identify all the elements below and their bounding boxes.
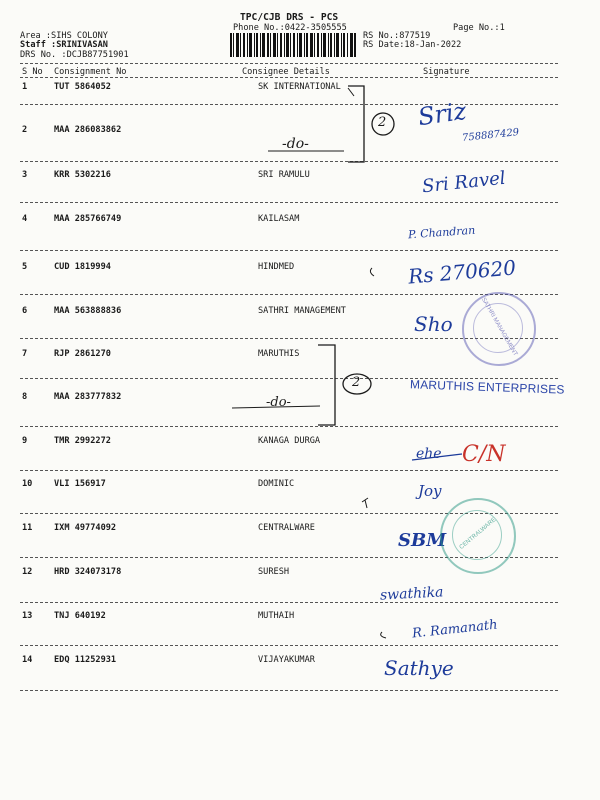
row-3-consignee: SRI RAMULU <box>258 170 310 180</box>
row-1-underline <box>348 88 354 96</box>
row-7-sno: 7 <box>22 349 28 359</box>
signature-row-13: R. Ramanath <box>411 617 499 642</box>
row-4-consignee: KAILASAM <box>258 214 300 224</box>
bracket-rows-7-8 <box>318 345 335 425</box>
row-12-consignee: SURESH <box>258 567 290 577</box>
col-header-consignment: Consignment No <box>54 67 127 77</box>
row-8-consignment: MAA 283777832 <box>54 392 122 402</box>
row-11-consignment: IXM 49774092 <box>54 523 117 533</box>
row-7-consignment: RJP 2861270 <box>54 349 111 359</box>
row-6-consignee: SATHRI MANAGEMENT <box>258 306 346 316</box>
maruthis-stamp: MARUTHIS ENTERPRISES <box>409 377 565 397</box>
header-divider-bottom <box>20 77 558 78</box>
row-1-divider <box>20 104 558 105</box>
row-3-consignment: KRR 5302216 <box>54 170 111 180</box>
row-1-consignment: TUT 5864052 <box>54 82 111 92</box>
signature-rows-1-2: Sriz <box>416 96 468 132</box>
row-2-sno: 2 <box>22 125 28 135</box>
row-2-divider <box>20 161 558 162</box>
page-number: Page No.:1 <box>453 23 505 33</box>
sathri-seal-stamp <box>462 292 536 366</box>
signature-row-14: Sathye <box>384 656 454 680</box>
row-13-consignment: TNJ 640192 <box>54 611 106 621</box>
row-11-consignee: CENTRALWARE <box>258 523 315 533</box>
row-4-consignment: MAA 285766749 <box>54 214 122 224</box>
col-header-signature: Signature <box>423 67 470 77</box>
signature-row-5: Rs 270620 <box>407 255 517 289</box>
ditto-row-2: -do- <box>282 136 309 152</box>
row-4-sno: 4 <box>22 214 28 224</box>
row-11-sno: 11 <box>22 523 33 533</box>
signature-row-4: P. Chandran <box>407 223 476 242</box>
row-13-consignee: MUTHAIH <box>258 611 295 621</box>
signature-row-10: Joy <box>418 482 442 500</box>
row-8-divider <box>20 426 558 427</box>
signature-row-3: Sri Ravel <box>421 167 507 198</box>
row-5-consignee: HINDMED <box>258 262 295 272</box>
row-12-sno: 12 <box>22 567 33 577</box>
row-12-divider <box>20 602 558 603</box>
row-9-divider <box>20 470 558 471</box>
bracket-rows-1-2 <box>348 86 364 162</box>
header-divider-top <box>20 63 558 64</box>
col-header-consignee: Consignee Details <box>242 67 330 77</box>
rs-date: RS Date:18-Jan-2022 <box>363 40 462 50</box>
row-7-consignee: MARUTHIS <box>258 349 300 359</box>
centralware-seal-stamp <box>440 498 516 574</box>
row-13-divider <box>20 645 558 646</box>
row-9-sno: 9 <box>22 436 28 446</box>
sathri-seal-text: SATHRI MANAGEMENT <box>479 296 519 358</box>
row-9-consignment: TMR 2992272 <box>54 436 111 446</box>
row-1-sno: 1 <box>22 82 28 92</box>
tick-row-10 <box>362 498 368 508</box>
row-10-consignment: VLI 156917 <box>54 479 106 489</box>
row-13-sno: 13 <box>22 611 33 621</box>
row-3-sno: 3 <box>22 170 28 180</box>
row-9-consignee: KANAGA DURGA <box>258 436 321 446</box>
row-14-sno: 14 <box>22 655 33 665</box>
row-1-consignee: SK INTERNATIONAL <box>258 82 341 92</box>
row-2-consignment: MAA 286083862 <box>54 125 122 135</box>
row-3-divider <box>20 202 558 203</box>
signature-row-6: Sho <box>414 312 453 336</box>
signature-row-9-struck: ehe <box>416 446 442 462</box>
row-14-consignment: EDQ 11252931 <box>54 655 117 665</box>
signature-row-9: C/N <box>462 442 506 467</box>
col-header-sno: S No <box>22 67 43 77</box>
row-5-sno: 5 <box>22 262 28 272</box>
drs-number: DRS No. :DCJB87751901 <box>20 50 129 60</box>
barcode <box>230 33 356 57</box>
row-14-divider <box>20 690 558 691</box>
row-10-consignee: DOMINIC <box>258 479 295 489</box>
count-rows-7-8: 2 <box>352 375 361 390</box>
row-8-sno: 8 <box>22 392 28 402</box>
report-title: TPC/CJB DRS - PCS <box>240 12 339 23</box>
staff-label: Staff :SRINIVASAN <box>20 40 108 50</box>
row-14-consignee: VIJAYAKUMAR <box>258 655 315 665</box>
signature-row-12: swathika <box>379 584 444 604</box>
signature-row-11: SBM <box>398 530 447 551</box>
phone-number: Phone No.:0422-3505555 <box>233 23 347 33</box>
row-12-consignment: HRD 324073178 <box>54 567 122 577</box>
tick-row-5 <box>370 268 374 276</box>
rs-number: RS No.:877519 <box>363 31 431 41</box>
row-4-divider <box>20 250 558 251</box>
row-6-sno: 6 <box>22 306 28 316</box>
row-5-consignment: CUD 1819994 <box>54 262 111 272</box>
count-rows-1-2: 2 <box>378 115 387 130</box>
row-10-sno: 10 <box>22 479 33 489</box>
ditto-row-8: -do- <box>266 395 291 410</box>
signature-rows-1-2-number: 758887429 <box>461 127 520 144</box>
tick-row-13 <box>381 632 386 638</box>
area-label: Area :SIHS COLONY <box>20 31 108 41</box>
centralware-seal-text: CENTRALWARE <box>458 517 498 551</box>
row-6-consignment: MAA 563888836 <box>54 306 122 316</box>
